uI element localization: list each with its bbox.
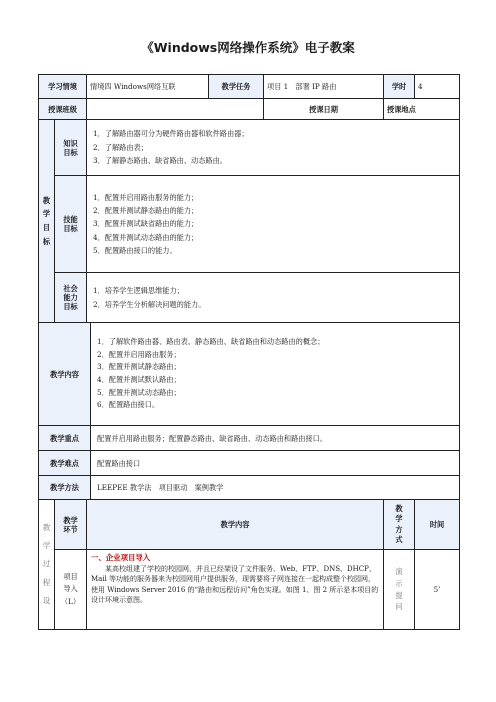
key-points-label: 教学重点 bbox=[39, 426, 91, 451]
list-item: 2．了解路由表； bbox=[93, 142, 148, 152]
list-item: 1．了解软件路由器、路由表、静态路由、缺省路由和动态路由的概念； bbox=[97, 337, 325, 347]
task-value: 项目 1 部署 IP 路由 bbox=[264, 75, 384, 99]
skill-goal-label: 技能目标 bbox=[55, 176, 87, 273]
section-heading: 一、企业项目导入 bbox=[91, 553, 151, 562]
list-item: 3．配置并测试缺省路由的能力； bbox=[93, 219, 199, 229]
goal-skill-row bbox=[39, 176, 460, 273]
difficulty-value: 配置路由接口 bbox=[91, 451, 460, 476]
list-item: 2．配置并启用路由服务； bbox=[97, 349, 181, 359]
place-label: 授课地点 bbox=[384, 99, 460, 120]
hours-label: 学时 bbox=[384, 75, 415, 99]
content-cell bbox=[87, 550, 384, 630]
list-item: 1．培养学生逻辑思维能力； bbox=[93, 286, 184, 296]
difficulty-row bbox=[39, 451, 460, 476]
info-row-2 bbox=[39, 99, 460, 120]
phase-column-header: 教学环节 bbox=[55, 500, 87, 550]
method-value: LEEPEE 教学法 项目驱动 案例教学 bbox=[91, 476, 460, 500]
skill-goal-list bbox=[87, 176, 460, 273]
key-points-row bbox=[39, 426, 460, 451]
process-label: 教 学 过 程 设 bbox=[39, 500, 55, 630]
method-row bbox=[39, 476, 460, 500]
method-label: 教学方法 bbox=[39, 476, 91, 500]
social-goal-label: 社会能力目标 bbox=[55, 273, 87, 323]
goal-social-row bbox=[39, 273, 460, 323]
time-cell: 5’ bbox=[415, 550, 460, 630]
list-item: 5．配置并测试动态路由； bbox=[97, 387, 181, 397]
process-header-row bbox=[39, 500, 460, 550]
lesson-plan-table bbox=[38, 74, 460, 630]
list-item: 6．配置路由接口。 bbox=[97, 400, 160, 410]
section-paragraph: 某高校组建了学校的校园网，并且已经架设了文件服务、Web、FTP、DNS、DHCP、Mail 等功能的服务器来为校园网用户提供服务，现需要将子网连接在一起构成整个校园网，使用 Windows Server 2016 的“路由和远程访问”角色实现。如图 1、图 2 所示是本项目的设计环境示意图。 bbox=[91, 565, 379, 604]
list-item: 3．了解静态路由、缺省路由、动态路由。 bbox=[93, 156, 227, 166]
list-item: 2．培养学生分析解决问题的能力。 bbox=[93, 299, 206, 309]
time-column-header: 时间 bbox=[415, 500, 460, 550]
mode-column-header: 教 学 方 式 bbox=[384, 500, 415, 550]
list-item: 3．配置并测试静态路由； bbox=[97, 362, 181, 372]
list-item: 4．配置并测试默认路由； bbox=[97, 375, 181, 384]
process-row-1 bbox=[39, 550, 460, 630]
list-item: 1．配置并启用路由服务的能力； bbox=[93, 192, 199, 202]
list-item: 5．配置路由接口的能力。 bbox=[93, 246, 177, 256]
knowledge-goal-list bbox=[87, 120, 460, 176]
content-list bbox=[91, 323, 460, 426]
social-goal-list bbox=[87, 273, 460, 323]
list-item: 2．配置并测试静态路由的能力； bbox=[93, 205, 199, 215]
situation-label: 学习情境 bbox=[39, 75, 87, 99]
class-label: 授课班级 bbox=[39, 99, 87, 120]
date-label: 授课日期 bbox=[264, 99, 384, 120]
situation-value: 情境四 Windows网络互联 bbox=[87, 75, 209, 99]
list-item: 4．配置并测试动态路由的能力； bbox=[93, 232, 199, 242]
goals-label: 教 学 目 标 bbox=[39, 120, 55, 323]
difficulty-label: 教学难点 bbox=[39, 451, 91, 476]
content-column-header: 教学内容 bbox=[87, 500, 384, 550]
info-row-1 bbox=[39, 75, 460, 99]
class-value bbox=[87, 99, 264, 120]
document-title: 《Windows网络操作系统》电子教案 bbox=[141, 40, 355, 55]
mode-cell: 演 示 提 问 bbox=[384, 550, 415, 630]
list-item: 1．了解路由器可分为硬件路由器和软件路由器； bbox=[93, 129, 249, 139]
key-points-value: 配置并启用路由服务；配置静态路由、缺省路由、动态路由和路由接口。 bbox=[91, 426, 460, 451]
knowledge-goal-label: 知识目标 bbox=[55, 120, 87, 176]
content-label: 教学内容 bbox=[39, 323, 91, 426]
goal-knowledge-row bbox=[39, 120, 460, 176]
hours-value: 4 bbox=[415, 75, 460, 99]
task-label: 教学任务 bbox=[209, 75, 264, 99]
content-row bbox=[39, 323, 460, 426]
phase-cell: 项目 导入 （L） bbox=[55, 550, 87, 630]
